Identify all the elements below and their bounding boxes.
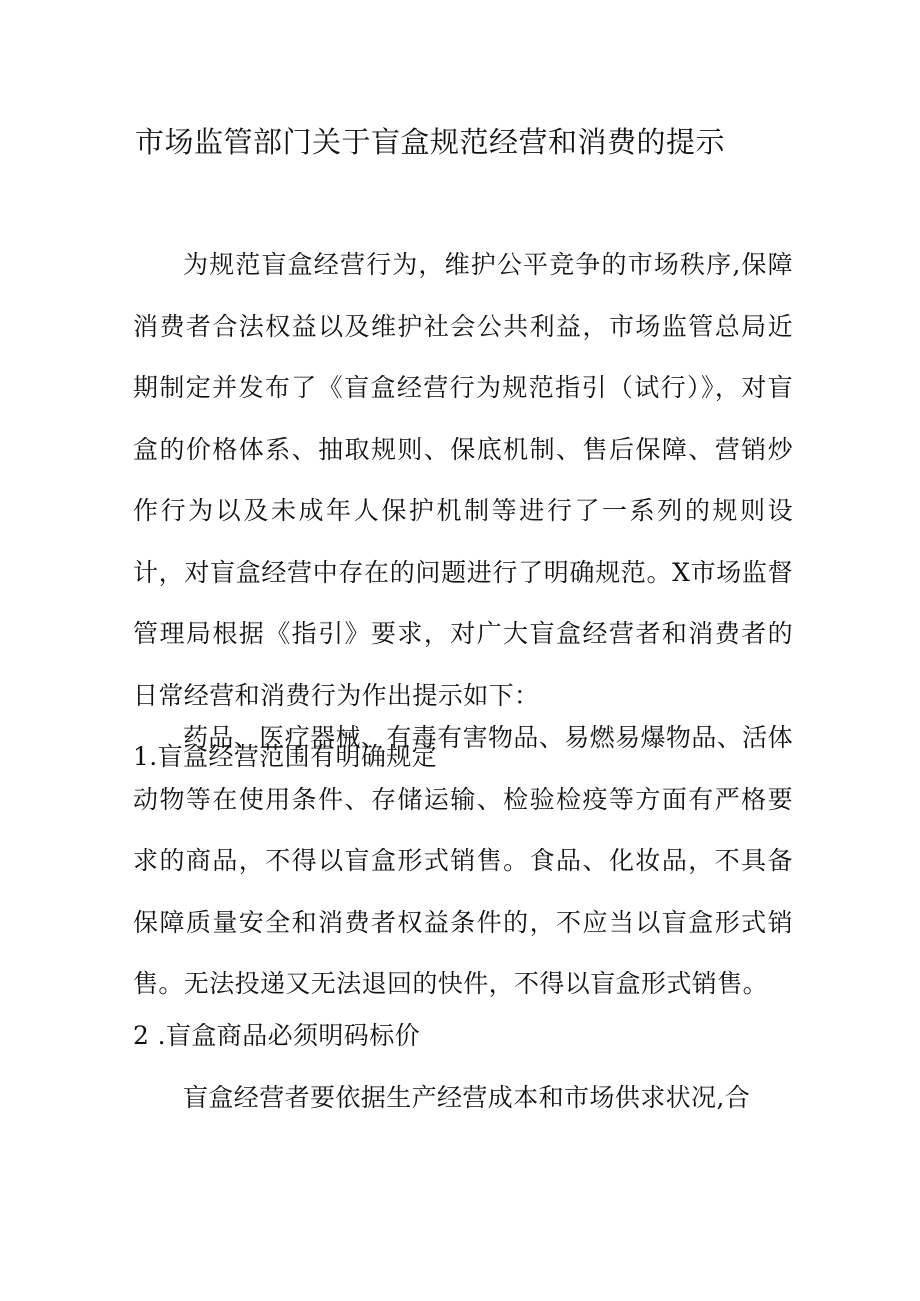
section-1-heading: 1.盲盒经营范围有明确规定	[133, 742, 438, 771]
section-2-body: 盲盒经营者要依据生产经营成本和市场供求状况,合	[183, 1082, 751, 1112]
section-1	[133, 707, 793, 1015]
section-2	[133, 1005, 793, 1128]
section-2-heading: 2 .盲盒商品必须明码标价	[133, 1021, 421, 1050]
intro-section	[133, 234, 793, 788]
section-1-body: 药品、医疗器械、有毒有害物品、易燃易爆物品、活体动物等在使用条件、存储运输、检验检疫等方面有严格要求的商品，不得以盲盒形式销售。食品、化妆品，不具备保障质量安全和消费者权益条件的，不应当以盲盒形式销售。无法投递又无法退回的快件，不得以盲盒形式销售。	[133, 723, 793, 998]
document-title: 市场监管部门关于盲盒规范经营和消费的提示	[135, 125, 726, 159]
intro-paragraph: 为规范盲盒经营行为，维护公平竞争的市场秩序,保障消费者合法权益以及维护社会公共利益，市场监管总局近期制定并发布了《盲盒经营行为规范指引（试行）》，对盲盒的价格体系、抽取规则、保底机制、售后保障、营销炒作行为以及未成年人保护机制等进行了一系列的规则设计，对盲盒经营中存在的问题进行了明确规范。X市场监督管理局根据《指引》要求，对广大盲盒经营者和消费者的日常经营和消费行为作出提示如下：	[133, 250, 793, 710]
